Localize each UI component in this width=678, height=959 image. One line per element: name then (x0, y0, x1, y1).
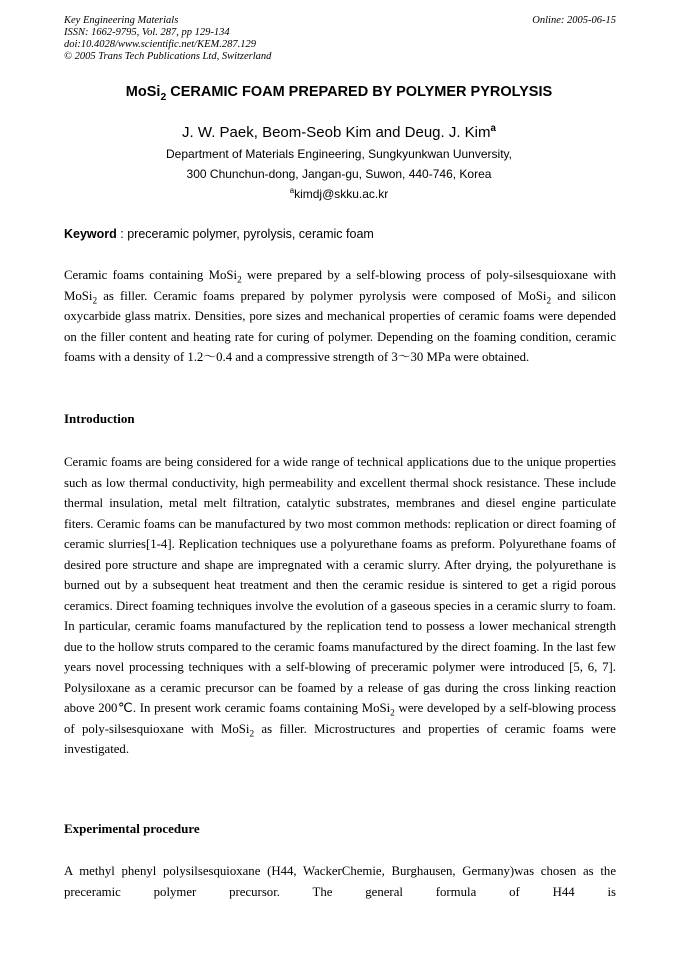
subscript: 2 (92, 295, 98, 306)
authors (0, 124, 678, 141)
subscript: 2 (237, 274, 242, 285)
experimental-heading: Experimental procedure (64, 821, 200, 836)
contact-email (0, 187, 678, 201)
issn-line: ISSN: 1662-9795, Vol. 287, pp 129-134 (64, 27, 230, 38)
experimental-paragraph: A methyl phenyl polysilsesquioxane (H44, WackerChemie, Burghausen, Germany)was chosen as the preceramic polymer precursor. The general formula of H44 is (64, 864, 616, 899)
doi-line: doi:10.4028/www.scientific.net/KEM.287.129 (64, 39, 256, 50)
introduction-heading: Introduction (64, 411, 135, 426)
affiliation-line-1: Department of Materials Engineering, Sungkyunkwan Uunversity, (166, 147, 512, 161)
text-span: and silicon oxycarbide glass matrix. Densities, pore sizes and mechanical properties of ceramic foams were depended on the filler content and heating rate for curing of polymer. Depending on the foaming condition, ceramic foams with a density of 1.2～0.4 and a compressive strength of 3～30 MPa were obtained. (64, 288, 616, 364)
abstract (64, 265, 616, 368)
email-address: kimdj@skku.ac.kr (294, 187, 389, 201)
title-part: MoSi (125, 84, 161, 100)
paper-title (0, 84, 678, 103)
text-span: Ceramic foams containing MoSi (64, 268, 238, 282)
author-names: J. W. Paek, Beom-Seob Kim and Deug. J. Kim (182, 124, 491, 141)
title-part: CERAMIC FOAM PREPARED BY POLYMER PYROLYSIS (166, 84, 553, 100)
subscript: 2 (546, 295, 552, 306)
text-span: Ceramic foams are being considered for a wide range of technical applications due to the unique properties such as low thermal conductivity, high permeability and excellent thermal shock resistance. These include thermal insulation, metal melt filtration, catalytic substrates, membranes and diesel engine particulate fiters. Ceramic foams can be manufactured by two most common methods: replication or direct foaming of ceramic slurries[1-4]. Replication techniques use a polyurethane foams as preform. Polyurethane foams of desired pore structure and shape are impregnated with a ceramic slurry. After drying, the polyurethane is burned out by a subsequent heat treatment and then the ceramic residue is sintered to get a rigid porous ceramics. Direct foaming techniques involve the evolution of a gaseous species in a ceramic slurry to foam. In particular, ceramic foams manufactured by the replication tend to possess a lower mechanical strength due to the hollow struts compared to the ceramic foams manufactured by the direct foaming. In the last few years novel processing techniques with a self-blowing of preceramic polymer were introduced [5, 6, 7]. Polysiloxane as a ceramic precursor can be foamed by a release of gas during the cross linking reaction above 200℃. In present work ceramic foams containing MoSi (64, 455, 616, 715)
affiliation-line-2: 300 Chunchun-dong, Jangan-gu, Suwon, 440-746, Korea (186, 167, 492, 181)
keyword-label: Keyword (64, 227, 117, 241)
author-marker: a (490, 123, 496, 134)
subscript: 2 (249, 728, 255, 739)
subscript: 2 (390, 707, 395, 718)
journal-name: Key Engineering Materials (64, 15, 179, 26)
text-span: as filler. Ceramic foams prepared by polymer pyrolysis were composed of MoSi (97, 288, 547, 303)
keyword-text: : preceramic polymer, pyrolysis, ceramic foam (116, 227, 374, 241)
online-date: Online: 2005-06-15 (532, 15, 616, 26)
keywords (64, 227, 616, 241)
text-span: as filler. Microstructures and properties of ceramic foams were investigated. (64, 721, 616, 756)
text-span: were developed by a self-blowing process of poly-silsesquioxane with MoSi (64, 701, 617, 736)
text-span: were prepared by a self-blowing process of poly-silsesquioxane with MoSi (64, 268, 616, 303)
copyright-line: © 2005 Trans Tech Publications Ltd, Switzerland (64, 51, 272, 62)
title-subscript: 2 (160, 91, 167, 103)
publication-header (64, 15, 616, 63)
introduction-paragraph (64, 452, 616, 760)
email-marker: a (289, 186, 295, 195)
